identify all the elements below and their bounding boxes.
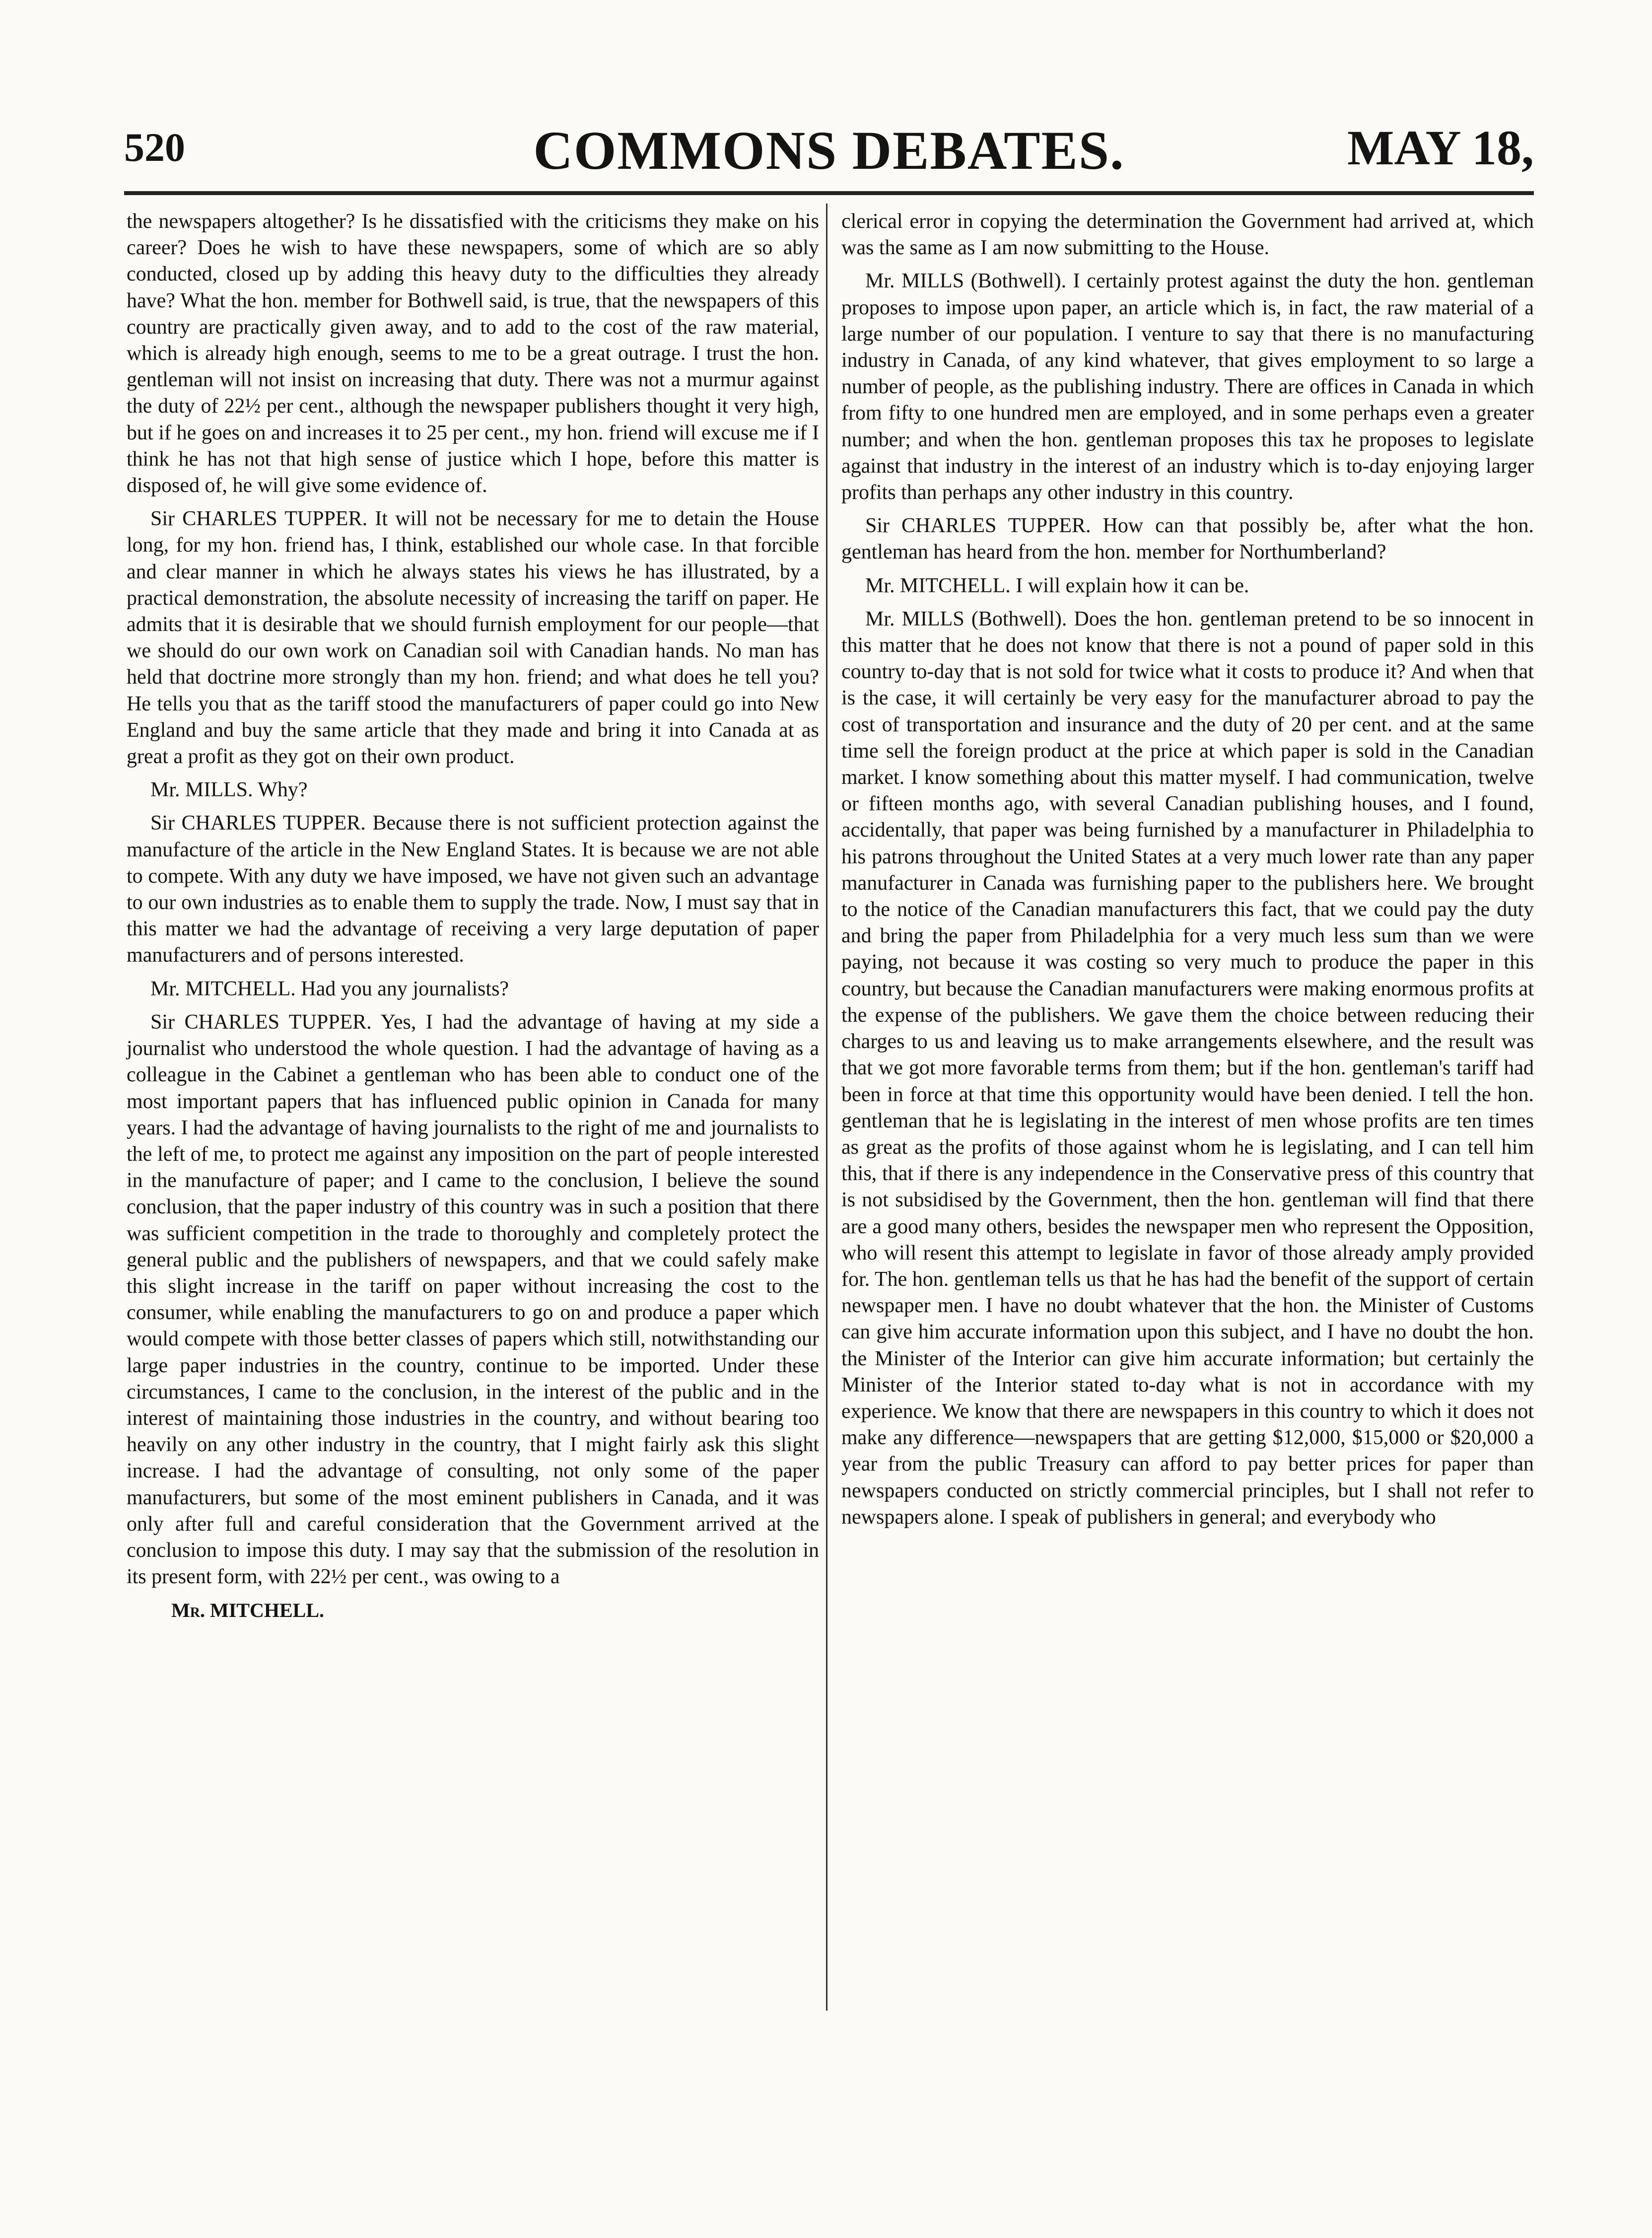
page-header bbox=[124, 114, 1534, 189]
paragraph: Sir CHARLES TUPPER. Because there is not sufficient protection against the manufacture of the article in the New England States. It is because we are not able to compete. With any duty we have imposed, we have not given such an advantage to our own industries as to enable them to supply the trade. Now, I must say that in this matter we had the advantage of receiving a very large deputation of paper manufacturers and of persons interested. bbox=[127, 812, 819, 967]
column-divider bbox=[826, 204, 827, 2011]
paragraph: Mr. MILLS. Why? bbox=[150, 778, 308, 802]
page-date: MAY 18, bbox=[1347, 120, 1534, 175]
header-rule bbox=[124, 191, 1534, 195]
right-column bbox=[841, 209, 1534, 1538]
paragraph: clerical error in copying the determination the Government had arrived at, which was the same as I am now submitting to the House. bbox=[841, 210, 1534, 260]
paragraph: Mr. MITCHELL. I will explain how it can be. bbox=[865, 574, 1249, 597]
paragraph: Sir CHARLES TUPPER. How can that possibly be, after what the hon. gentleman has heard from the hon. member for Northumberland? bbox=[841, 514, 1534, 564]
paragraph: Sir CHARLES TUPPER. Yes, I had the advantage of having at my side a journalist who understood the whole question. I had the advantage of having as a colleague in the Cabinet a gentleman who has been able to conduct one of the most important papers that has influenced public opinion in Canada for many years. I had the advantage of having journalists to the right of me and journalists to the left of me, to protect me against any imposition on the part of people interested in the manufacture of paper; and I came to the conclusion, I believe the sound conclusion, that the paper industry of this country was in such a position that there was sufficient competition in the trade to thoroughly and completely protect the general public and the publishers of newspapers, and that we could safely make this slight increase in the tariff on paper without increasing the cost to the consumer, while enabling the manufacturers to go on and produce a paper which would compete with those better classes of papers which still, notwithstanding our large paper industries in the country, continue to be imported. Under these circumstances, I came to the conclusion, in the interest of the public and in the interest of maintaining those industries in the country, and without bearing too heavily on any other industry in the country, that I might fairly ask this slight increase. I had the advantage of consulting, not only some of the paper manufacturers, but some of the most eminent publishers in Canada, and it was only after full and careful consideration that the Government arrived at the conclusion to impose this duty. I may say that the submission of the resolution in its present form, with 22½ per cent., was owing to a bbox=[127, 1010, 819, 1589]
left-column bbox=[127, 209, 819, 1624]
page-title: COMMONS DEBATES. bbox=[533, 120, 1125, 181]
paragraph: Mr. MILLS (Bothwell). Does the hon. gentleman pretend to be so innocent in this matter that he does not know that there is not a pound of paper sold in this country to-day that is not sold for twice what it costs to produce it? And when that is the case, it will certainly be very easy for the manufacturer abroad to pay the cost of transportation and insurance and the duty of 20 per cent. and at the same time sell the foreign product at the price at which paper is sold in the Canadian market. I know something about this matter myself. I had communication, twelve or fifteen months ago, with several Canadian publishing houses, and I found, accidentally, that paper was being furnished by a manufacturer in Philadelphia to his patrons throughout the United States at a very much lower rate than any paper manufacturer in Canada was furnishing paper to the publishers here. We brought to the notice of the Canadian manufacturers this fact, that we could pay the duty and bring the paper from Philadelphia for a very much less sum than we were paying, not because it was costing so very much to produce the paper in this country, but because the Canadian manufacturers were making enormous profits at the expense of the publishers. We gave them the choice between reducing their charges to us and leaving us to make arrangements elsewhere, and the result was that we got more favorable terms from them; but if the hon. gentleman's tariff had been in force at that time this opportunity would have been denied. I tell the hon. gentleman that he is legislating in the interest of men whose profits are ten times as great as the profits of those against whom he is legislating, and I can tell him this, that if there is any independence in the Conservative press of this country that is not subsidised by the Government, then the hon. gentleman will find that there are a good many others, besides the newspaper men who represent the Opposition, who will resent this attempt to legislate in favor of those already amply provided for. The hon. gentleman tells us that he has had the benefit of the support of certain newspaper men. I have no doubt whatever that the hon. the Minister of Customs can give him accurate information upon this subject, and I have no doubt the hon. the Minister of the Interior can give him accurate information; but certainly the Minister of the Interior stated to-day what is not in accordance with my experience. We know that there are newspapers in this country to which it does not make any difference—newspapers that are getting $12,000, $15,000 or $20,000 a year from the public Treasury can afford to pay better prices for paper than newspapers conducted on strictly commercial principles, but I shall not refer to newspapers alone. I speak of publishers in general; and everybody who bbox=[841, 607, 1534, 1529]
paragraph: Mr. MITCHELL. Had you any journalists? bbox=[150, 977, 509, 1000]
paragraph: Mr. MILLS (Bothwell). I certainly protest against the duty the hon. gentleman proposes to impose upon paper, an article which is, in fact, the raw material of a large number of our population. I venture to say that there is no manufacturing industry in Canada, of any kind whatever, that gives employment to so large a number of people, as the publishing industry. There are offices in Canada in which from fifty to one hundred men are employed, and in some perhaps even a greater number; and when the hon. gentleman proposes this tax he proposes to legislate against that industry in the interest of an industry which is to-day enjoying larger profits than perhaps any other industry in this country. bbox=[841, 270, 1534, 504]
paragraph: the newspapers altogether? Is he dissatisfied with the criticisms they make on his career? Does he wish to have these newspapers, some of which are so ably conducted, closed up by adding this heavy duty to the difficulties they already have? What the hon. member for Bothwell said, is true, that the newspapers of this country are practically given away, and to add to the cost of the raw material, which is already high enough, seems to me to be a great outrage. I trust the hon. gentleman will not insist on increasing that duty. There was not a murmur against the duty of 22½ per cent., although the newspaper publishers thought it very high, but if he goes on and increases it to 25 per cent., my hon. friend will excuse me if I think he has not that high sense of justice which I hope, before this matter is disposed of, he will give some evidence of. bbox=[127, 210, 819, 497]
footer-name: Mr. MITCHELL. bbox=[171, 1599, 325, 1622]
paragraph: Sir CHARLES TUPPER. It will not be necessary for me to detain the House long, for my hon. friend has, I think, established our whole case. In that forcible and clear manner in which he always states his views he has illustrated, by a practical demonstration, the absolute necessity of increasing the tariff on paper. He admits that it is desirable that we should furnish employment for our people—that we should do our own work on Canadian soil with Canadian hands. No man has held that doctrine more strongly than my hon. friend; and what does he tell you? He tells you that as the tariff stood the manufacturers of paper could go into New England and buy the same article that they made and bring it into Canada at as great a profit as they got on their own product. bbox=[127, 507, 819, 769]
page-number: 520 bbox=[124, 125, 185, 170]
